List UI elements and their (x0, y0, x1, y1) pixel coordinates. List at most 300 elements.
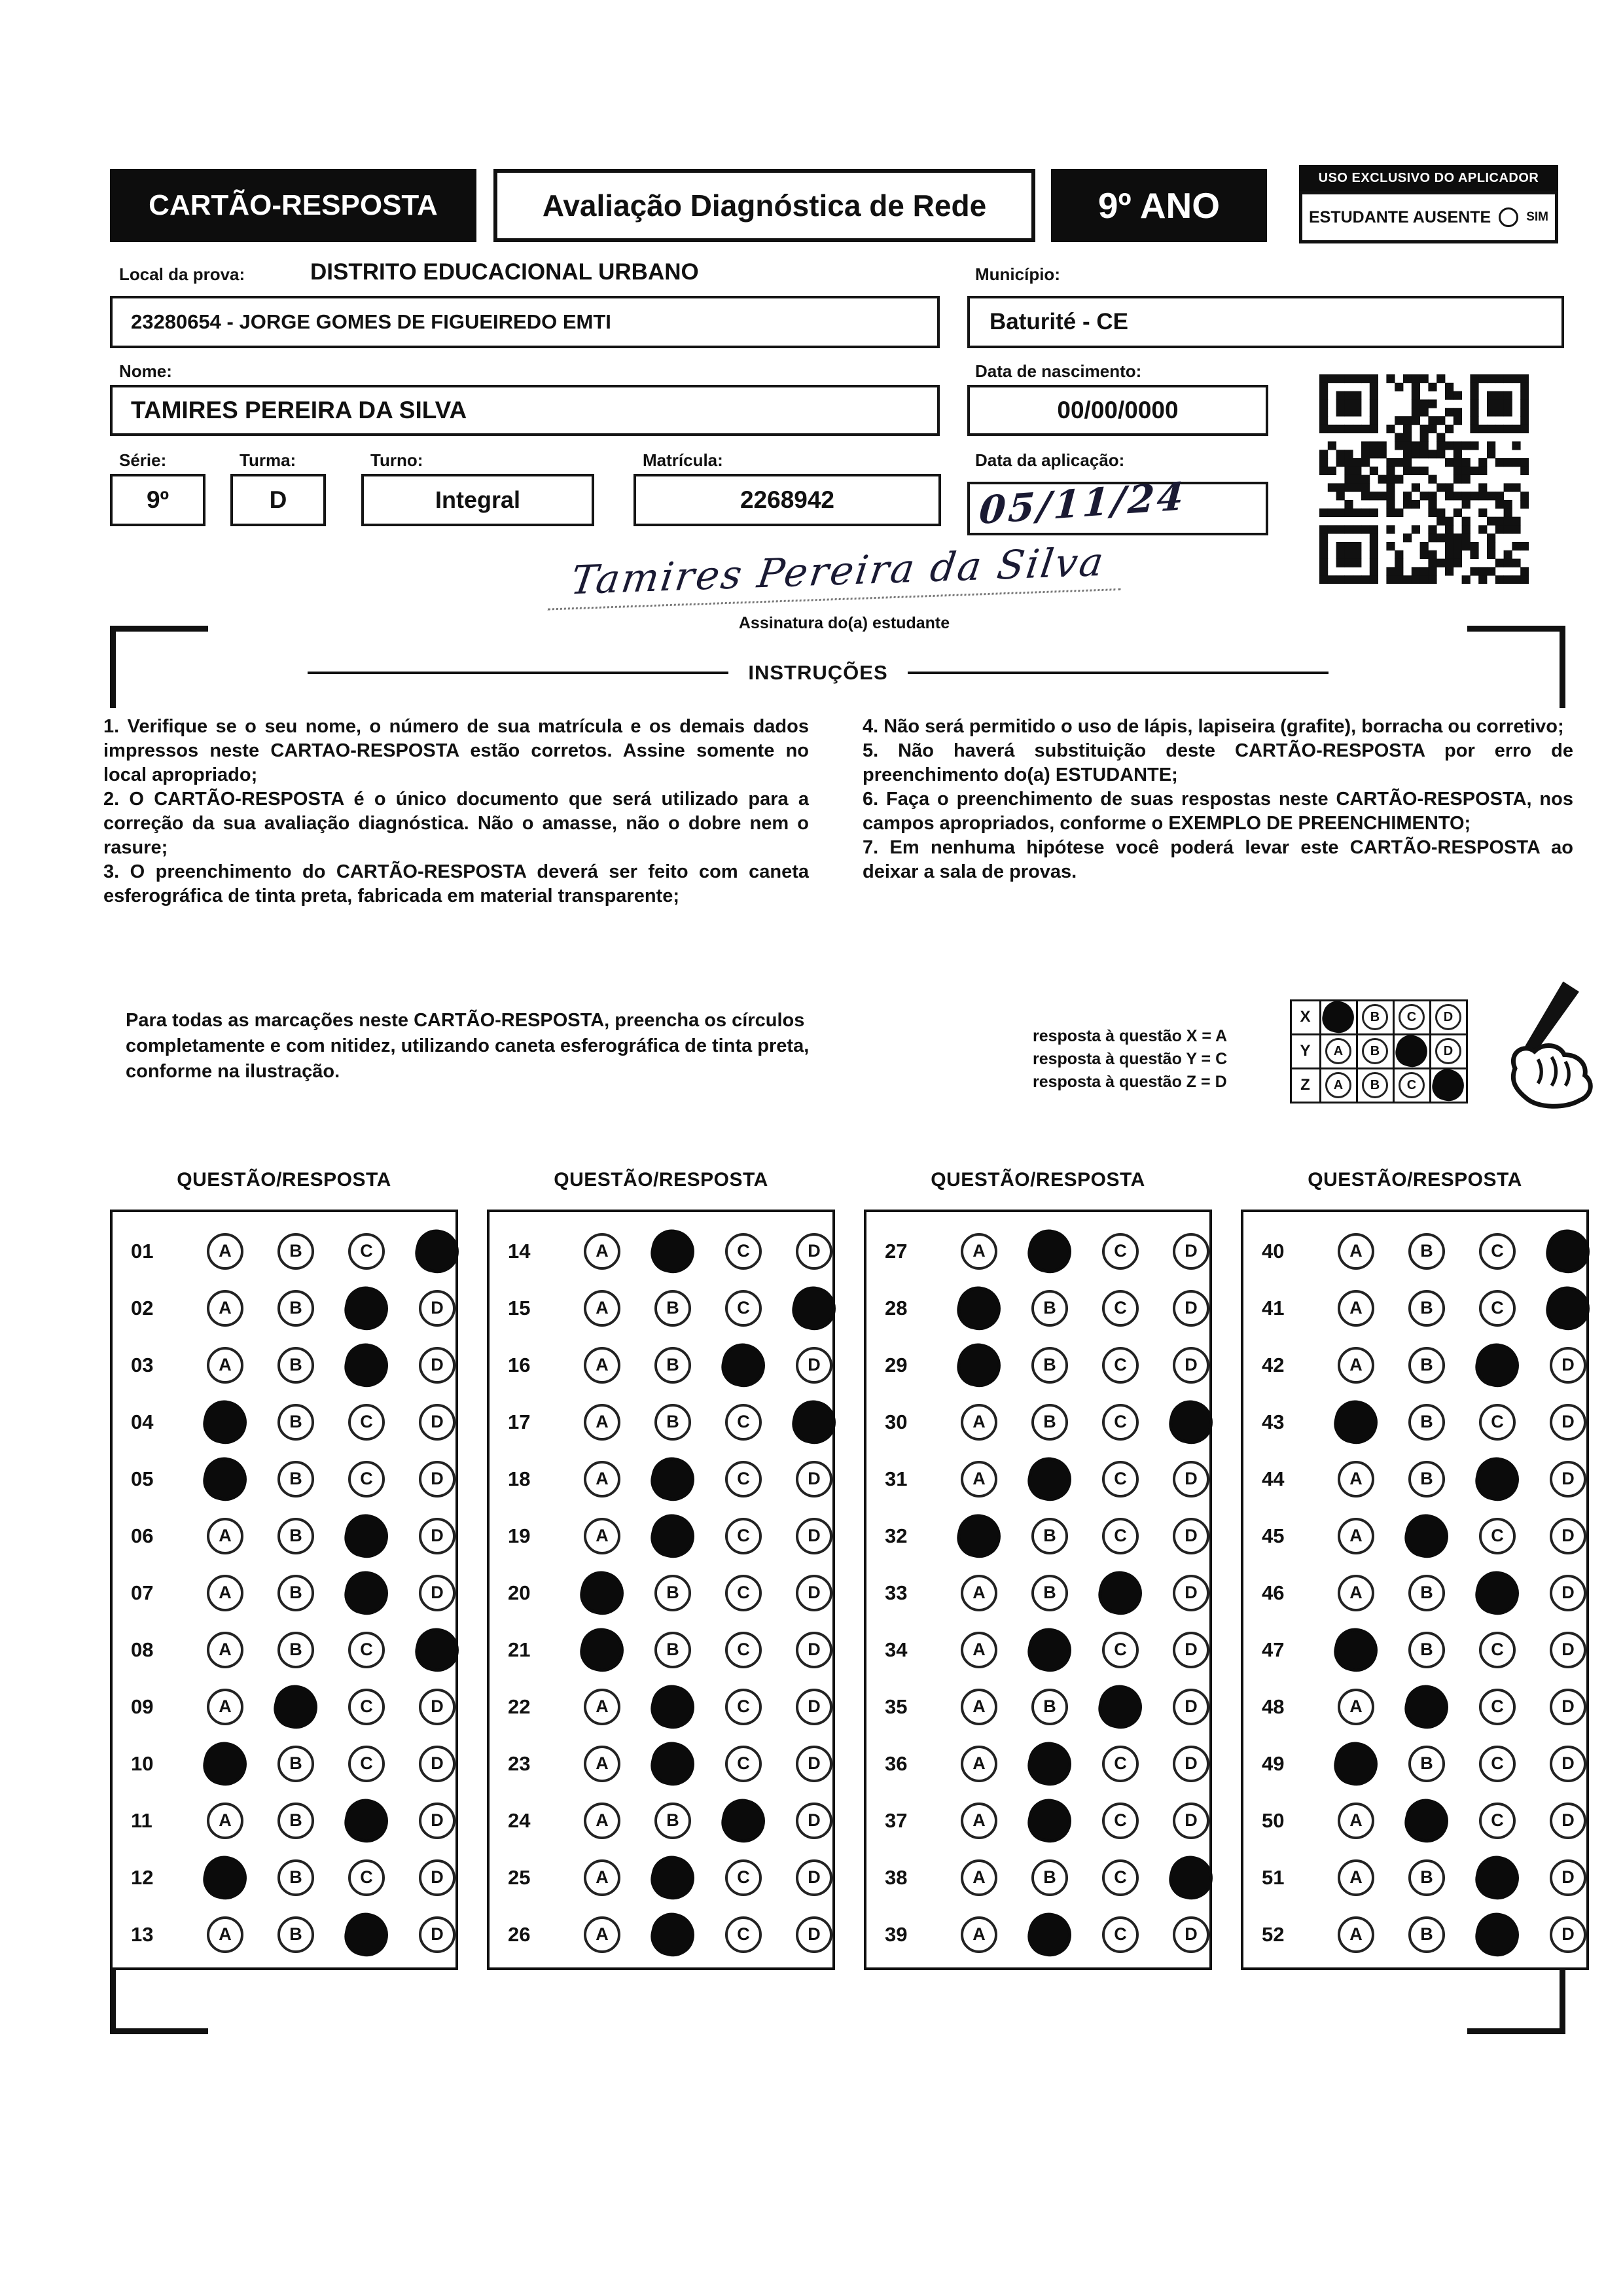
bubble-28-A-filled (954, 1282, 1005, 1333)
bubble-12-A-filled (200, 1852, 251, 1903)
bubble-25-C: C (725, 1859, 762, 1896)
answer-row-24 (508, 1792, 832, 1849)
question-number: 40 (1262, 1239, 1285, 1263)
bubble-10-B: B (277, 1746, 314, 1782)
answer-row-34 (885, 1621, 1209, 1678)
question-number: 17 (508, 1410, 531, 1433)
municipio-label: Município: (975, 264, 1060, 284)
instruction-item-7: 7. Em nenhuma hipótese você poderá levar este CARTÃO-RESPOSTA ao deixar a sala de provas. (863, 837, 1573, 882)
bubble-09-B-filled (270, 1681, 321, 1732)
bubble-07-B: B (277, 1575, 314, 1611)
question-number: 20 (508, 1581, 531, 1604)
question-number: 32 (885, 1524, 908, 1547)
bubble-51-D: D (1550, 1859, 1586, 1896)
example-row-Z (1291, 1068, 1467, 1102)
bubble-16-D: D (796, 1347, 832, 1384)
bubble-25-D: D (796, 1859, 832, 1896)
bubble-26-D: D (796, 1916, 832, 1953)
example-bubble-Y-B: B (1362, 1038, 1388, 1064)
answer-row-46 (1262, 1564, 1586, 1621)
answer-row-35 (885, 1678, 1209, 1735)
bubble-41-A: A (1338, 1290, 1374, 1327)
bubble-19-D: D (796, 1518, 832, 1554)
bubble-01-B: B (277, 1233, 314, 1270)
bubble-48-A: A (1338, 1689, 1374, 1725)
answer-row-50 (1262, 1792, 1586, 1849)
question-number: 03 (131, 1353, 154, 1376)
bubble-21-B: B (654, 1632, 691, 1668)
bubble-45-C: C (1479, 1518, 1516, 1554)
example-row-label: X (1290, 999, 1321, 1035)
bubble-46-A: A (1338, 1575, 1374, 1611)
bubble-50-C: C (1479, 1803, 1516, 1839)
exam-title: Avaliação Diagnóstica de Rede (493, 169, 1035, 242)
example-bubble-X-D: D (1435, 1004, 1461, 1030)
bubble-34-C: C (1102, 1632, 1139, 1668)
bubble-13-C-filled (341, 1909, 392, 1960)
aplicador-bar: USO EXCLUSIVO DO APLICADOR (1299, 165, 1558, 191)
bubble-03-B: B (277, 1347, 314, 1384)
bubble-33-C-filled (1095, 1567, 1146, 1618)
bubble-51-A: A (1338, 1859, 1374, 1896)
bubble-15-C: C (725, 1290, 762, 1327)
bubble-21-D: D (796, 1632, 832, 1668)
example-line-x: resposta à questão X = A (1033, 1027, 1228, 1045)
question-number: 26 (508, 1922, 531, 1946)
example-cell (1356, 1033, 1395, 1069)
bubble-37-B-filled (1024, 1795, 1075, 1846)
answers-header-2: QUESTÃO/RESPOSTA (554, 1169, 768, 1191)
bubble-23-D: D (796, 1746, 832, 1782)
bubble-33-A: A (961, 1575, 997, 1611)
bubble-28-D: D (1173, 1290, 1209, 1327)
example-cell (1356, 999, 1395, 1035)
answer-row-05 (131, 1450, 455, 1507)
question-number: 39 (885, 1922, 908, 1946)
question-number: 52 (1262, 1922, 1285, 1946)
bubble-36-B-filled (1024, 1738, 1075, 1789)
bubble-06-D: D (419, 1518, 455, 1554)
bubble-02-C-filled (341, 1282, 392, 1333)
absent-label: ESTUDANTE AUSENTE (1308, 207, 1491, 226)
bubble-32-B: B (1031, 1518, 1068, 1554)
bubble-31-A: A (961, 1461, 997, 1498)
example-cell (1319, 999, 1358, 1035)
answer-row-51 (1262, 1849, 1586, 1906)
bubble-19-C: C (725, 1518, 762, 1554)
question-number: 02 (131, 1296, 154, 1319)
bubble-26-A: A (584, 1916, 620, 1953)
bubble-48-D: D (1550, 1689, 1586, 1725)
local-value: DISTRITO EDUCACIONAL URBANO (310, 259, 699, 285)
bubble-26-B-filled (647, 1909, 698, 1960)
bubble-06-C-filled (341, 1510, 392, 1561)
instructions-header (308, 660, 1329, 686)
example-row-Y (1291, 1034, 1467, 1068)
question-number: 01 (131, 1239, 154, 1263)
bubble-40-C: C (1479, 1233, 1516, 1270)
question-number: 05 (131, 1467, 154, 1490)
bubble-02-A: A (207, 1290, 243, 1327)
bubble-02-B: B (277, 1290, 314, 1327)
matricula-label: Matrícula: (643, 450, 723, 470)
bubble-34-A: A (961, 1632, 997, 1668)
bubble-29-D: D (1173, 1347, 1209, 1384)
example-line-y: resposta à questão Y = C (1033, 1050, 1228, 1068)
bubble-19-B-filled (647, 1510, 698, 1561)
bubble-14-A: A (584, 1233, 620, 1270)
bubble-38-C: C (1102, 1859, 1139, 1896)
answer-row-36 (885, 1735, 1209, 1792)
bubble-44-D: D (1550, 1461, 1586, 1498)
example-answer-key (1033, 1025, 1288, 1094)
instruction-item-2: 2. O CARTÃO-RESPOSTA é o único documento que será utilizado para a correção da sua avaliação diagnóstica. Não o amasse, não o dobre nem o rasure; (103, 789, 809, 858)
answer-row-48 (1262, 1678, 1586, 1735)
answer-row-12 (131, 1849, 455, 1906)
bubble-33-D: D (1173, 1575, 1209, 1611)
bracket-top-right (1467, 626, 1565, 708)
bubble-11-D: D (419, 1803, 455, 1839)
bubble-47-D: D (1550, 1632, 1586, 1668)
answer-row-16 (508, 1336, 832, 1393)
bubble-13-A: A (207, 1916, 243, 1953)
bubble-49-C: C (1479, 1746, 1516, 1782)
bubble-17-D-filled (789, 1396, 840, 1447)
question-number: 43 (1262, 1410, 1285, 1433)
bubble-18-D: D (796, 1461, 832, 1498)
bubble-32-C: C (1102, 1518, 1139, 1554)
bubble-43-D: D (1550, 1404, 1586, 1441)
aplicacao-handwritten-date: 05/11/24 (977, 473, 1188, 533)
answer-row-39 (885, 1906, 1209, 1963)
bubble-29-C: C (1102, 1347, 1139, 1384)
bubble-20-B: B (654, 1575, 691, 1611)
bubble-12-B: B (277, 1859, 314, 1896)
question-number: 11 (131, 1808, 152, 1832)
bubble-08-D-filled (412, 1624, 463, 1675)
bubble-05-B: B (277, 1461, 314, 1498)
bubble-31-D: D (1173, 1461, 1209, 1498)
nascimento-field: 00/00/0000 (967, 385, 1268, 436)
answer-row-44 (1262, 1450, 1586, 1507)
question-number: 31 (885, 1467, 908, 1490)
signature-handwritten: Tamires Pereira da Silva (548, 538, 1128, 610)
bubble-29-A-filled (954, 1339, 1005, 1390)
bubble-41-C: C (1479, 1290, 1516, 1327)
instructions-right-column (863, 715, 1573, 884)
bubble-19-A: A (584, 1518, 620, 1554)
bubble-32-D: D (1173, 1518, 1209, 1554)
bubble-47-B: B (1408, 1632, 1445, 1668)
example-bubble-X-B: B (1362, 1004, 1388, 1030)
instruction-item-1: 1. Verifique se o seu nome, o número de sua matrícula e os demais dados impressos neste CARTAO-RESPOSTA estão corretos. Assine somente no local apropriado; (103, 716, 809, 785)
example-cell (1429, 1033, 1468, 1069)
bubble-27-D: D (1173, 1233, 1209, 1270)
bubble-04-B: B (277, 1404, 314, 1441)
answer-row-15 (508, 1280, 832, 1336)
answer-row-17 (508, 1393, 832, 1450)
bubble-39-B-filled (1024, 1909, 1075, 1960)
instruction-item-4: 4. Não será permitido o uso de lápis, lapiseira (grafite), borracha ou corretivo; (863, 716, 1564, 737)
question-number: 37 (885, 1808, 908, 1832)
answer-row-31 (885, 1450, 1209, 1507)
bubble-18-A: A (584, 1461, 620, 1498)
bubble-09-D: D (419, 1689, 455, 1725)
aplicacao-field (967, 473, 1268, 535)
bubble-30-A: A (961, 1404, 997, 1441)
nome-label: Nome: (119, 361, 172, 381)
bubble-05-D: D (419, 1461, 455, 1498)
bubble-39-D: D (1173, 1916, 1209, 1953)
answer-row-07 (131, 1564, 455, 1621)
answer-row-03 (131, 1336, 455, 1393)
bubble-07-A: A (207, 1575, 243, 1611)
answer-row-04 (131, 1393, 455, 1450)
question-number: 07 (131, 1581, 154, 1604)
example-bubble-Y-C-filled (1393, 1032, 1431, 1070)
bubble-15-B: B (654, 1290, 691, 1327)
example-bubble-Y-A: A (1325, 1038, 1351, 1064)
bubble-12-C: C (348, 1859, 385, 1896)
answer-row-41 (1262, 1280, 1586, 1336)
bubble-06-B: B (277, 1518, 314, 1554)
bubble-13-B: B (277, 1916, 314, 1953)
bubble-21-C: C (725, 1632, 762, 1668)
nascimento-label: Data de nascimento: (975, 361, 1142, 381)
bubble-04-D: D (419, 1404, 455, 1441)
bubble-14-C: C (725, 1233, 762, 1270)
answer-row-23 (508, 1735, 832, 1792)
bubble-52-D: D (1550, 1916, 1586, 1953)
question-number: 42 (1262, 1353, 1285, 1376)
turma-field: D (230, 474, 326, 526)
question-number: 28 (885, 1296, 908, 1319)
question-number: 45 (1262, 1524, 1285, 1547)
bubble-18-C: C (725, 1461, 762, 1498)
bubble-42-C-filled (1472, 1339, 1523, 1390)
answer-row-01 (131, 1223, 455, 1280)
serie-label: Série: (119, 450, 167, 470)
bubble-24-C-filled (718, 1795, 769, 1846)
bubble-44-A: A (1338, 1461, 1374, 1498)
answer-row-18 (508, 1450, 832, 1507)
example-bubble-Y-D: D (1435, 1038, 1461, 1064)
question-number: 36 (885, 1751, 908, 1775)
bubble-49-B: B (1408, 1746, 1445, 1782)
example-cell (1356, 1067, 1395, 1103)
answer-row-26 (508, 1906, 832, 1963)
question-number: 08 (131, 1638, 154, 1661)
matricula-field: 2268942 (633, 474, 941, 526)
serie-field: 9º (110, 474, 205, 526)
answer-grid-2 (487, 1210, 835, 1970)
bubble-22-C: C (725, 1689, 762, 1725)
question-number: 21 (508, 1638, 531, 1661)
bubble-27-A: A (961, 1233, 997, 1270)
bubble-50-B-filled (1401, 1795, 1452, 1846)
bubble-02-D: D (419, 1290, 455, 1327)
instruction-item-6: 6. Faça o preenchimento de suas respostas neste CARTÃO-RESPOSTA, nos campos apropriados, conforme o EXEMPLO DE PREENCHIMENTO; (863, 789, 1573, 834)
bubble-15-D-filled (789, 1282, 840, 1333)
bubble-34-B-filled (1024, 1624, 1075, 1675)
bubble-10-D: D (419, 1746, 455, 1782)
card-title: CARTÃO-RESPOSTA (110, 169, 476, 242)
bubble-32-A-filled (954, 1510, 1005, 1561)
bubble-49-D: D (1550, 1746, 1586, 1782)
answer-row-20 (508, 1564, 832, 1621)
bubble-12-D: D (419, 1859, 455, 1896)
turma-label: Turma: (240, 450, 296, 470)
example-cell (1393, 1067, 1431, 1103)
bubble-50-D: D (1550, 1803, 1586, 1839)
bubble-23-B-filled (647, 1738, 698, 1789)
bubble-46-C-filled (1472, 1567, 1523, 1618)
instruction-item-3: 3. O preenchimento do CARTÃO-RESPOSTA deverá ser feito com caneta esferográfica de tinta preta, fabricada em material transparente; (103, 861, 809, 906)
answer-row-42 (1262, 1336, 1586, 1393)
bubble-27-B-filled (1024, 1225, 1075, 1276)
bubble-51-C-filled (1472, 1852, 1523, 1903)
bubble-44-C-filled (1472, 1453, 1523, 1504)
answer-row-32 (885, 1507, 1209, 1564)
example-bubble-X-C: C (1399, 1004, 1425, 1030)
turno-field: Integral (361, 474, 594, 526)
bubble-06-A: A (207, 1518, 243, 1554)
bubble-03-A: A (207, 1347, 243, 1384)
bubble-14-D: D (796, 1233, 832, 1270)
bubble-11-B: B (277, 1803, 314, 1839)
example-cell (1393, 1033, 1431, 1069)
bubble-26-C: C (725, 1916, 762, 1953)
question-number: 10 (131, 1751, 154, 1775)
bubble-40-D-filled (1543, 1225, 1594, 1276)
qr-code (1319, 374, 1529, 584)
question-number: 15 (508, 1296, 531, 1319)
bubble-45-D: D (1550, 1518, 1586, 1554)
bubble-20-D: D (796, 1575, 832, 1611)
question-number: 12 (131, 1865, 154, 1889)
answer-row-45 (1262, 1507, 1586, 1564)
answer-grid-4 (1241, 1210, 1589, 1970)
bubble-46-B: B (1408, 1575, 1445, 1611)
bubble-24-D: D (796, 1803, 832, 1839)
bubble-40-A: A (1338, 1233, 1374, 1270)
answer-row-14 (508, 1223, 832, 1280)
bubble-21-A-filled (577, 1624, 628, 1675)
answers-header-4: QUESTÃO/RESPOSTA (1308, 1169, 1522, 1191)
example-cell (1429, 1067, 1468, 1103)
bubble-10-C: C (348, 1746, 385, 1782)
bubble-39-A: A (961, 1916, 997, 1953)
bubble-42-D: D (1550, 1347, 1586, 1384)
bubble-03-D: D (419, 1347, 455, 1384)
bubble-34-D: D (1173, 1632, 1209, 1668)
example-bubble-Z-D-filled (1429, 1066, 1467, 1104)
instruction-item-5: 5. Não haverá substituição deste CARTÃO-RESPOSTA por erro de preenchimento do(a) ESTUDANTE; (863, 740, 1573, 785)
bubble-08-C: C (348, 1632, 385, 1668)
hand-pen-illustration (1474, 979, 1611, 1117)
bubble-07-C-filled (341, 1567, 392, 1618)
bubble-05-C: C (348, 1461, 385, 1498)
example-row-label: Y (1290, 1033, 1321, 1069)
answer-row-19 (508, 1507, 832, 1564)
bubble-28-B: B (1031, 1290, 1068, 1327)
example-grid (1291, 1000, 1467, 1102)
example-line-z: resposta à questão Z = D (1033, 1073, 1227, 1091)
bubble-52-B: B (1408, 1916, 1445, 1953)
question-number: 49 (1262, 1751, 1285, 1775)
bracket-top-left (110, 626, 208, 708)
question-number: 35 (885, 1695, 908, 1718)
example-bubble-X-A-filled (1319, 998, 1357, 1036)
question-number: 13 (131, 1922, 154, 1946)
bubble-07-D: D (419, 1575, 455, 1611)
grade-badge: 9º ANO (1051, 169, 1267, 242)
bubble-11-C-filled (341, 1795, 392, 1846)
question-number: 19 (508, 1524, 531, 1547)
bubble-35-D: D (1173, 1689, 1209, 1725)
answer-row-06 (131, 1507, 455, 1564)
bubble-51-B: B (1408, 1859, 1445, 1896)
answer-row-27 (885, 1223, 1209, 1280)
school-field: 23280654 - JORGE GOMES DE FIGUEIREDO EMTI (110, 296, 940, 348)
bubble-22-D: D (796, 1689, 832, 1725)
bubble-38-B: B (1031, 1859, 1068, 1896)
question-number: 44 (1262, 1467, 1285, 1490)
bubble-35-C-filled (1095, 1681, 1146, 1732)
question-number: 33 (885, 1581, 908, 1604)
example-bubble-Z-A: A (1325, 1072, 1351, 1098)
bubble-28-C: C (1102, 1290, 1139, 1327)
bubble-16-B: B (654, 1347, 691, 1384)
bubble-04-A-filled (200, 1396, 251, 1447)
bubble-44-B: B (1408, 1461, 1445, 1498)
answer-row-08 (131, 1621, 455, 1678)
bubble-17-C: C (725, 1404, 762, 1441)
bubble-49-A-filled (1330, 1738, 1382, 1789)
bubble-03-C-filled (341, 1339, 392, 1390)
bubble-29-B: B (1031, 1347, 1068, 1384)
bubble-17-A: A (584, 1404, 620, 1441)
bubble-38-D-filled (1166, 1852, 1217, 1903)
bubble-35-A: A (961, 1689, 997, 1725)
bubble-30-D-filled (1166, 1396, 1217, 1447)
bubble-20-C: C (725, 1575, 762, 1611)
bubble-48-C: C (1479, 1689, 1516, 1725)
bubble-46-D: D (1550, 1575, 1586, 1611)
bubble-08-A: A (207, 1632, 243, 1668)
answer-row-40 (1262, 1223, 1586, 1280)
answer-row-30 (885, 1393, 1209, 1450)
bubble-18-B-filled (647, 1453, 698, 1504)
example-cell (1319, 1033, 1358, 1069)
answer-row-25 (508, 1849, 832, 1906)
question-number: 23 (508, 1751, 531, 1775)
bubble-36-D: D (1173, 1746, 1209, 1782)
bubble-42-A: A (1338, 1347, 1374, 1384)
answer-row-37 (885, 1792, 1209, 1849)
answer-row-13 (131, 1906, 455, 1963)
example-cell (1429, 999, 1468, 1035)
answer-row-47 (1262, 1621, 1586, 1678)
bubble-14-B-filled (647, 1225, 698, 1276)
bubble-13-D: D (419, 1916, 455, 1953)
question-number: 29 (885, 1353, 908, 1376)
absent-option-label: SIM (1526, 210, 1549, 224)
example-bubble-Z-B: B (1362, 1072, 1388, 1098)
bubble-50-A: A (1338, 1803, 1374, 1839)
bubble-30-B: B (1031, 1404, 1068, 1441)
answers-header-1: QUESTÃO/RESPOSTA (177, 1169, 391, 1191)
